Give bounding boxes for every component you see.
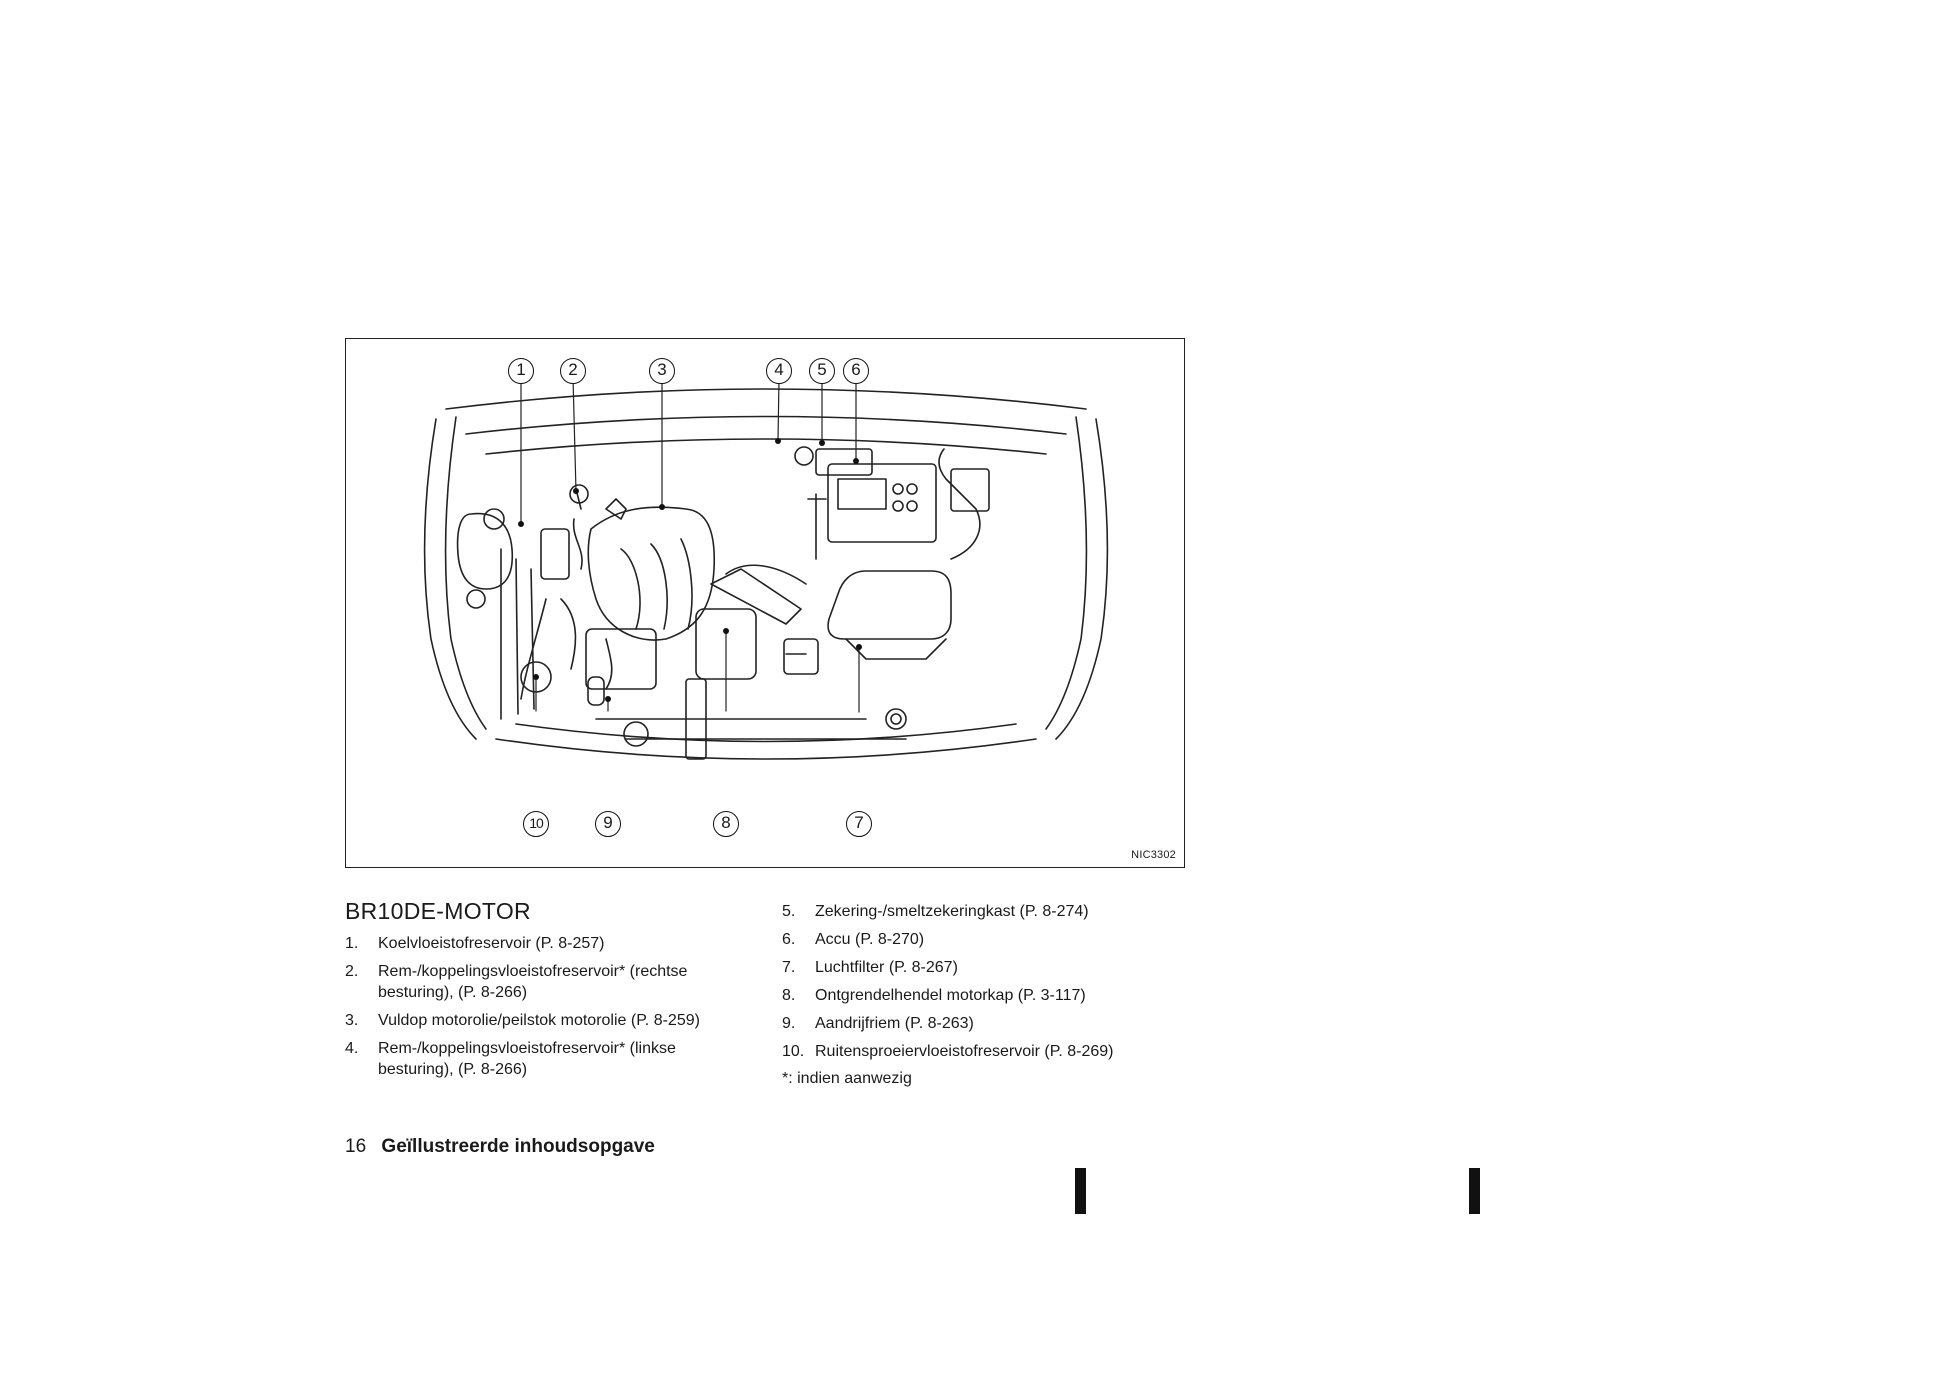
callout-3: 3 [649,358,675,384]
legend-item-text: Koelvloeistofreservoir (P. 8-257) [378,935,605,952]
legend-item [345,1038,745,1080]
legend-item-number: 9. [782,1015,796,1032]
legend-item-text: Rem-/koppelingsvloeistofreservoir* (rechtse besturing), (P. 8-266) [378,963,688,1001]
callout-4: 4 [766,358,792,384]
legend-item-number: 7. [782,959,796,976]
legend-item [782,957,1182,978]
section-title: BR10DE-MOTOR [345,898,531,924]
footnote: *: indien aanwezig [782,1070,912,1087]
callout-6: 6 [843,358,869,384]
legend-list-right [782,901,1182,1069]
callout-5: 5 [809,358,835,384]
legend-item [345,961,745,1003]
bar-mark-right [1469,1168,1480,1214]
legend-item-number: 6. [782,931,796,948]
legend-item-number: 2. [345,963,359,980]
legend-item [782,929,1182,950]
engine-bay-illustration [346,339,1186,869]
figure-code: NIC3302 [1131,849,1176,861]
legend-item-number: 1. [345,935,359,952]
chapter-title: Geïllustreerde inhoudsopgave [381,1136,655,1157]
legend-item-number: 3. [345,1012,359,1029]
legend-item [782,985,1182,1006]
legend-item-text: Luchtfilter (P. 8-267) [815,959,958,976]
legend-item-text: Zekering-/smeltzekeringkast (P. 8-274) [815,903,1089,920]
callout-8: 8 [713,811,739,837]
legend-item [782,1013,1182,1034]
legend-item-text: Vuldop motorolie/peilstok motorolie (P. 8-259) [378,1012,700,1029]
page-number: 16 [345,1136,367,1157]
legend-item-number: 5. [782,903,796,920]
legend-item-number: 10. [782,1043,805,1060]
legend-item-text: Ruitensproeiervloeistofreservoir (P. 8-269) [815,1043,1114,1060]
legend-item-text: Accu (P. 8-270) [815,931,925,948]
callout-9: 9 [595,811,621,837]
legend-list-left [345,933,745,1087]
bar-mark-left [1075,1168,1086,1214]
callout-7: 7 [846,811,872,837]
callout-1: 1 [508,358,534,384]
legend-item-text: Aandrijfriem (P. 8-263) [815,1015,974,1032]
callout-2: 2 [560,358,586,384]
legend-item-text: Ontgrendelhendel motorkap (P. 3-117) [815,987,1086,1004]
callout-10: 10 [523,811,549,837]
legend-item [345,1010,745,1031]
legend-item-text: Rem-/koppelingsvloeistofreservoir* (linkse besturing), (P. 8-266) [378,1040,676,1078]
engine-bay-figure [345,338,1185,868]
legend-item [782,901,1182,922]
legend-item [345,933,745,954]
legend-item-number: 8. [782,987,796,1004]
legend-item-number: 4. [345,1040,359,1057]
page-footer [345,1136,655,1158]
legend-item [782,1041,1182,1062]
